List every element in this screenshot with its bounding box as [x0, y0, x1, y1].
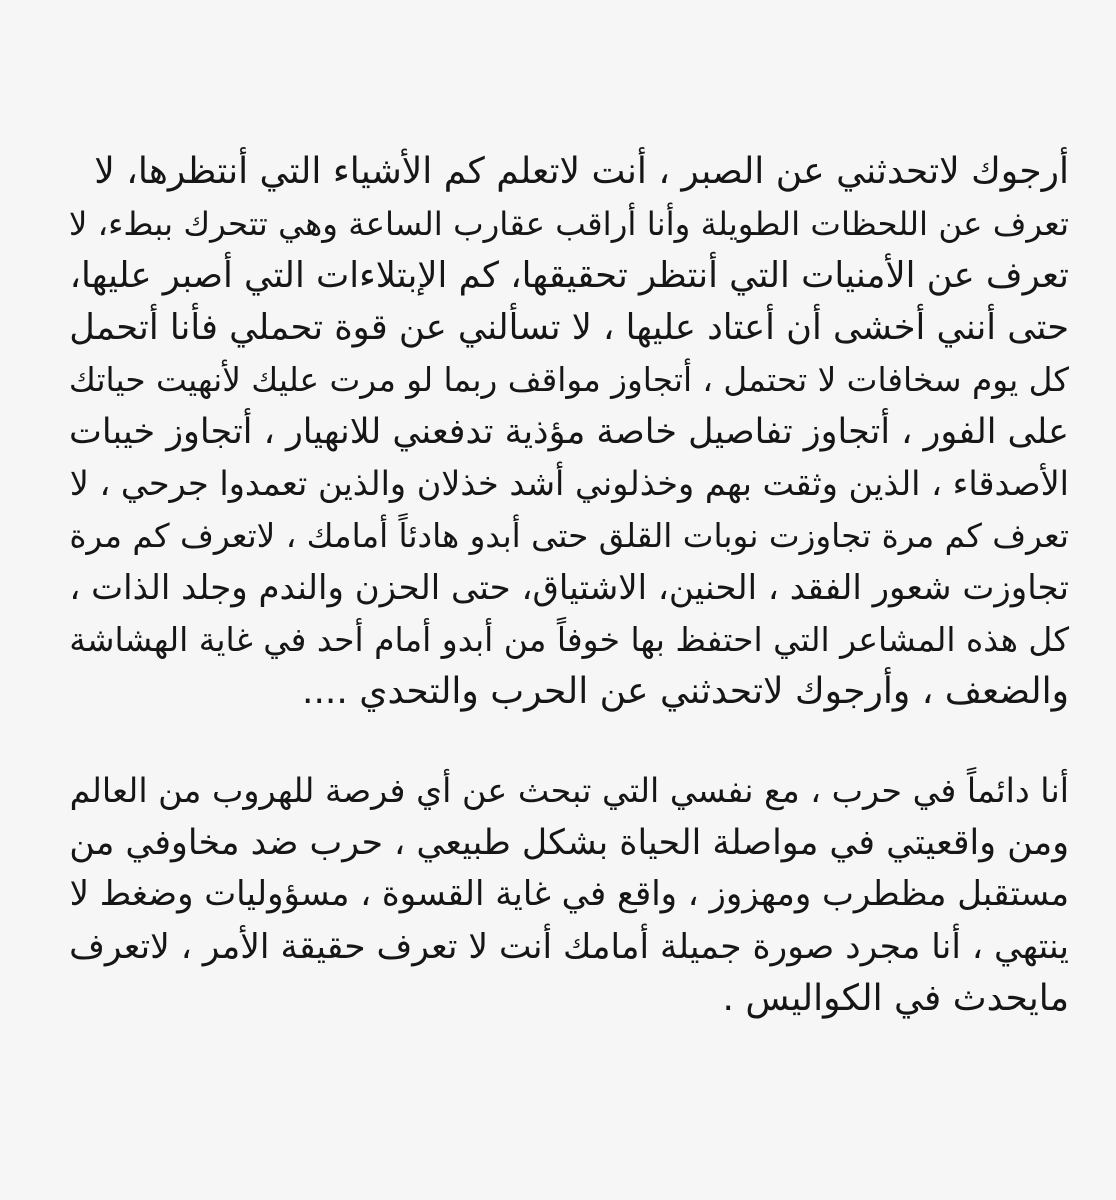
text-line: أرجوك لاتحدثني عن الصبر ، أنت لاتعلم كم الأشياء التي أنتظرها، لا — [94, 151, 1069, 192]
text-line: تعرف عن الأمنيات التي أنتظر تحقيقها، كم الإبتلاءات التي أصبر عليها، — [69, 255, 1069, 296]
text-line: تعرف كم مرة تجاوزت نوبات القلق حتى أبدو هادئاً أمامك ، لاتعرف كم مرة — [69, 517, 1069, 555]
text-line: ومن واقعيتي في مواصلة الحياة بشكل طبيعي ، حرب ضد مخاوفي من — [69, 823, 1069, 863]
paragraph-2 — [69, 765, 1069, 1025]
text-line: أنا دائماً في حرب ، مع نفسي التي تبحث عن أي فرصة للهروب من العالم — [69, 771, 1069, 810]
text-line: تعرف عن اللحظات الطويلة وأنا أراقب عقارب الساعة وهي تتحرك ببطء، لا — [68, 205, 1069, 243]
text-line: مايحدث في الكواليس . — [722, 978, 1069, 1019]
text-line: الأصدقاء ، الذين وثقت بهم وخذلوني أشد خذلان والذين تعمدوا جرحي ، لا — [69, 464, 1069, 503]
text-line: على الفور ، أتجاوز تفاصيل خاصة مؤذية تدفعني للانهيار ، أتجاوز خيبات — [68, 412, 1069, 452]
text-line: كل يوم سخافات لا تحتمل ، أتجاوز مواقف ربما لو مرت عليك لأنهيت حياتك — [68, 361, 1069, 399]
text-line: تجاوزت شعور الفقد ، الحنين، الاشتياق، حتى الحزن والندم وجلد الذات ، — [69, 568, 1069, 608]
text-line: ينتهي ، أنا مجرد صورة جميلة أمامك أنت لا تعرف حقيقة الأمر ، لاتعرف — [69, 927, 1069, 967]
text-line: كل هذه المشاعر التي احتفظ بها خوفاً من أبدو أمام أحد في غاية الهشاشة — [69, 620, 1069, 659]
paragraph-1 — [69, 146, 1069, 718]
text-line: والضعف ، وأرجوك لاتحدثني عن الحرب والتحدي .... — [302, 671, 1069, 712]
text-line: حتى أنني أخشى أن أعتاد عليها ، لا تسألني عن قوة تحملي فأنا أتحمل — [69, 307, 1069, 348]
text-line: مستقبل مظطرب ومهزوز ، واقع في غاية القسوة ، مسؤوليات وضغط لا — [69, 875, 1069, 914]
